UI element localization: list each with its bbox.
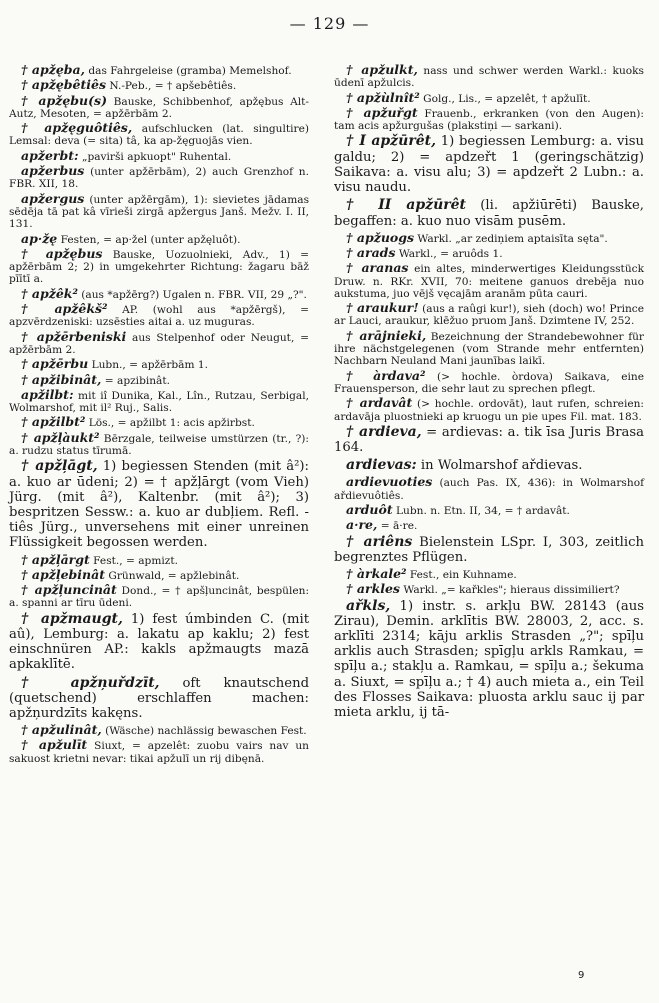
- entry-headword: ap·žę: [21, 230, 58, 246]
- entry-text: (> hochle. òrdova) Saikava, eine Frauensperson, die sehr laut zu sprechen pflegt.: [334, 370, 644, 395]
- dictionary-entry: [334, 104, 644, 133]
- dictionary-entry: [9, 386, 309, 415]
- entry-text: Festen, = ap·žel (unter apžęluôt).: [57, 233, 241, 246]
- entry-headword: † apžębus: [21, 245, 103, 261]
- dictionary-entry: [334, 583, 644, 596]
- entry-headword: † ariêns: [346, 533, 413, 550]
- dictionary-entry: [9, 566, 309, 582]
- entry-headword: † apžębu(s): [21, 92, 108, 108]
- entry-headword: † apžuřgt: [346, 104, 418, 120]
- entry-text: Warkl. „ar zediņiem aptaisīta sęta".: [414, 232, 608, 245]
- dictionary-entry: [9, 147, 309, 163]
- dictionary-entry: [334, 568, 644, 581]
- entry-headword: † apžęba,: [21, 62, 85, 77]
- dictionary-entry: [9, 303, 309, 329]
- entry-text: AP. (wohl aus *apžērgš), = apzvērdzeniski: uzsēsties aitai a. uz muguras.: [9, 304, 310, 329]
- dictionary-entry: [9, 551, 309, 567]
- entry-text: Warkl. „= kařkles"; hieraus dissimiliert?: [399, 584, 620, 597]
- entry-headword: † apžêk²: [21, 285, 78, 301]
- entry-headword: † apžêkš²: [21, 301, 108, 317]
- entry-text: Siuxt, = apzelêt: zuobu vairs nav un sakuost krietni nevar: tikai apžulī un rij dibęnā.: [9, 740, 310, 765]
- entry-headword: † apžębêtiês: [21, 77, 106, 93]
- entry-headword: † apžùlnît²: [346, 89, 420, 105]
- dictionary-entry: [334, 229, 644, 245]
- dictionary-entry: [9, 245, 309, 286]
- entry-text: (Wäsche) nachlässig bewaschen Fest.: [101, 725, 307, 738]
- dictionary-entry: [334, 519, 644, 532]
- entry-headword: † apžņuřdzīt,: [21, 674, 160, 691]
- entry-headword: † arājnieki,: [346, 327, 427, 343]
- dictionary-entry: [334, 599, 644, 721]
- dictionary-entry: [334, 535, 644, 565]
- entry-headword: † àrkale²: [346, 566, 407, 582]
- entry-headword: apžergus: [21, 190, 85, 206]
- entry-headword: † apžęguôtiês,: [21, 120, 133, 136]
- entry-headword: † apžļuncinât: [21, 582, 117, 598]
- entry-headword: † II apžūrêt: [346, 197, 467, 214]
- entry-headword: † araukur!: [346, 300, 419, 316]
- dictionary-entry: [9, 459, 309, 550]
- entry-headword: † ardieva,: [346, 423, 422, 440]
- entry-text: 1) instr. s. arkļu BW. 28143 (aus Zirau), Demin. arklītis BW. 28003, 2, acc. s. arklīti 2314; kāju arklis Strasden „?"; spīļu arklis auch Strasden; spīgļu arkls Ramkau, = spīļu a.; stakļu a. Ramkau, = spīļu a.; šekuma a. Siuxt, = spīļu a.; † 4) auch mieta a., ein Teil des Flosses Saikava: pluosta arklu sauc ij par mieta arklu, ij tā-: [334, 598, 644, 721]
- entry-headword: † ardavât: [346, 395, 413, 411]
- dictionary-entry: [9, 371, 309, 387]
- entry-headword: arduôt: [346, 502, 393, 518]
- entry-text: Fest., ein Kuhname.: [406, 569, 517, 582]
- entry-headword: ardievas:: [346, 457, 417, 474]
- dictionary-entry: [334, 262, 644, 300]
- entry-text: „pavirši apkuopt" Ruhental.: [78, 150, 232, 163]
- entry-text: Lubn., = apžērbām 1.: [88, 359, 209, 372]
- dictionary-entry: [334, 247, 644, 260]
- dictionary-entry: [9, 739, 309, 765]
- entry-headword: † apžulīt: [21, 737, 88, 753]
- dictionary-entry: [9, 676, 309, 722]
- entry-headword: † apžilbt²: [21, 414, 86, 430]
- entry-text: Bauske, Schibbenhof, apžębus Alt-Autz, Mesoten, = apžērbām 2.: [9, 95, 309, 120]
- entry-headword: ařkls,: [346, 597, 391, 614]
- right-column: [334, 64, 644, 723]
- entry-text: das Fahrgeleise (gramba) Memelshof.: [84, 65, 292, 77]
- dictionary-entry: [9, 165, 309, 191]
- entry-text: (unter apžērgām), 1): sievietes jādamas sēdēja tā pat kâ vīrieši zirgā apžergus Janš. Mežv. I. II, 131.: [9, 193, 309, 231]
- dictionary-entry: [9, 190, 309, 231]
- entry-text: Dond., = † apšļuncinât, bespülen: a. spanni ar tīru ūdeni.: [9, 585, 310, 610]
- left-column: [9, 64, 309, 767]
- footer-mark: 9: [578, 970, 585, 981]
- entry-text: Frauenb., erkranken (von den Augen): tam acis apžurgušas (plakstiņi — sarkani).: [334, 107, 644, 133]
- dictionary-entry: [9, 429, 309, 458]
- dictionary-entry: [9, 92, 309, 121]
- entry-text: nass und schwer werden Warkl.: kuoks ūdenī apžulcis.: [334, 65, 644, 90]
- entry-headword: † arkles: [346, 581, 400, 597]
- entry-text: Golg., Lis., = apzelêt, † apžulīt.: [419, 92, 591, 105]
- entry-text: aus Stelpenhof oder Neugut, = apžērbām 2.: [9, 331, 309, 356]
- entry-headword: † apžulinât,: [21, 722, 102, 738]
- entry-headword: † àrdava²: [346, 367, 426, 383]
- entry-headword: apžerbt:: [21, 147, 79, 163]
- entry-text: Lubn. n. Etn. II, 34, = † ardavât.: [392, 505, 570, 518]
- entry-text: Warkl., = aruôds 1.: [395, 248, 503, 260]
- dictionary-entry: [9, 584, 309, 610]
- dictionary-entry: [334, 89, 644, 105]
- entry-headword: a·re,: [346, 517, 378, 533]
- entry-text: ein altes, minderwertiges Kleidungsstück Druw. n. RKr. XVII, 70: meitene ganuos drebēja nuo aukstuma, juo vējš vęcajām aranām pūta cauri.: [334, 263, 644, 300]
- entry-headword: † apžļebinât: [21, 566, 105, 582]
- entry-text: Bauske, Uozuolnieki, Adv., 1) = apžērbām 2; 2) in umgekehrter Richtung: žagaru bāž pīītī a.: [9, 248, 309, 286]
- entry-text: (li. apžiūrēti) Bauske, begaffen: a. kuo nuo visām pusēm.: [334, 198, 645, 229]
- dictionary-entry: [334, 367, 644, 396]
- dictionary-entry: [334, 476, 644, 502]
- entry-headword: † aranas: [346, 260, 409, 276]
- entry-headword: † apžļāgt,: [21, 458, 98, 475]
- entry-text: (auch Pas. IX, 436): in Wolmarshof ařdievuôtiês.: [334, 477, 644, 502]
- entry-headword: † apžibinât,: [21, 371, 102, 387]
- entry-headword: † apžērbu: [21, 356, 89, 372]
- dictionary-entry: [334, 425, 644, 455]
- entry-headword: ardievuoties: [346, 474, 433, 490]
- entry-headword: † apžuogs: [346, 229, 415, 245]
- entry-text: 1) begiessen Lemburg: a. visu galdu; 2) = apdzeřt 1 (geringschätzig) Saikava: a. visu alu; 3) = apdzeřt 2 Lubn.: a. visu naudu.: [334, 134, 644, 196]
- entry-text: = apzibinât.: [101, 374, 171, 387]
- dictionary-entry: [334, 134, 644, 195]
- entry-text: (unter apžērbām), 2) auch Grenzhof n. FBR. XII, 18.: [9, 166, 309, 191]
- dictionary-entry: [334, 504, 644, 517]
- dictionary-entry: [9, 122, 309, 148]
- entry-headword: † apžērbeniski: [21, 328, 127, 344]
- entry-text: Fest., = apmizt.: [89, 554, 178, 567]
- entry-headword: † apžļàukt²: [21, 429, 100, 445]
- dictionary-entry: [9, 79, 309, 92]
- entry-text: = ā·re.: [377, 520, 418, 533]
- dictionary-entry: [334, 198, 644, 228]
- entry-text: 1) fest úmbinden C. (mit aû), Lemburg: a. lakatu ap kaklu; 2) fest einschnüren AP.: kakls apžmaugts mazā apkaklītē.: [9, 611, 309, 673]
- entry-text: (aus a raûgi kur!), sieh (doch) wo! Prince ar Lauci, araukur, klēžuo pruom Janš. Dzimtene IV, 252.: [334, 303, 644, 328]
- dictionary-entry: [9, 328, 309, 357]
- entry-text: 1) begiessen Stenden (mit â²): a. kuo ar ūdeni; 2) = † apžļārgt (vom Vieh) Jürg. (mit â²), Kaltenbr. (mit â²); 3) bespritzen Sessw.: a. kuo ar dubļiem. Refl. -tiês Jürg., unversehens mit einer unreinen Flüssigkeit begossen werden.: [9, 459, 310, 551]
- entry-text: Bezeichnung der Strandebewohner für ihre nächstgelegenen (vom Strande mehr entfernten) Nachbarn Neuland Mani jaunības laikī.: [334, 330, 644, 368]
- entry-text: = ardievas: a. tik īsa Juris Brasa 164.: [334, 424, 644, 456]
- dictionary-entry: [9, 612, 309, 673]
- entry-text: in Wolmarshof ařdievas.: [416, 458, 583, 474]
- entry-headword: † apžmaugt,: [21, 610, 123, 627]
- entry-text: oft knautschend (quetschend) erschlaffen machen: apžņurdzīts kakęns.: [9, 675, 310, 721]
- entry-headword: † apžļārgt: [21, 551, 90, 567]
- page-number: — 129 —: [289, 14, 370, 33]
- dictionary-entry: [9, 64, 309, 77]
- dictionary-entry: [334, 302, 644, 328]
- entry-text: Bielenstein LSpr. I, 303, zeitlich begrenztes Pflügen.: [334, 534, 644, 565]
- entry-text: aufschlucken (lat. singultire) Lemsal: deva (= sita) tâ, ka ap-žęguojās vien.: [9, 123, 309, 148]
- entry-text: mit iî Dunika, Kal., Lîn., Rutzau, Serbigal, Wolmarshof, mit il² Ruj., Salis.: [9, 389, 309, 415]
- entry-text: (aus *apžērg?) Ugalen n. FBR. VII, 29 „?".: [77, 288, 307, 301]
- dictionary-entry: [334, 397, 644, 423]
- dictionary-entry: [9, 416, 309, 429]
- dictionary-entry: [9, 230, 309, 246]
- dictionary-entry: [334, 64, 644, 90]
- entry-text: Lös., = apžilbt 1: acis apžirbst.: [85, 417, 255, 430]
- entry-text: N.-Peb., = † apšebêtiês.: [106, 80, 237, 93]
- entry-headword: † arads: [346, 245, 396, 260]
- dictionary-entry: [9, 285, 309, 301]
- dictionary-entry: [334, 458, 644, 473]
- entry-headword: † I apžūrêt,: [346, 133, 436, 150]
- dictionary-entry: [9, 724, 309, 737]
- entry-text: (> hochle. ordovāt), laut rufen, schreien: ardavāja pluostnieki ap kruogu un pie upes Fil. mat. 183.: [334, 398, 644, 423]
- entry-headword: apžilbt:: [21, 386, 74, 402]
- entry-text: Grünwald, = apžlebinât.: [104, 569, 240, 582]
- dictionary-entry: [9, 358, 309, 371]
- entry-text: Bērzgale, teilweise umstürzen (tr., ?): a. rudzu status tīrumā.: [9, 432, 309, 458]
- entry-headword: † apžulkt,: [346, 62, 418, 77]
- entry-headword: apžerbus: [21, 163, 85, 179]
- dictionary-entry: [334, 327, 644, 368]
